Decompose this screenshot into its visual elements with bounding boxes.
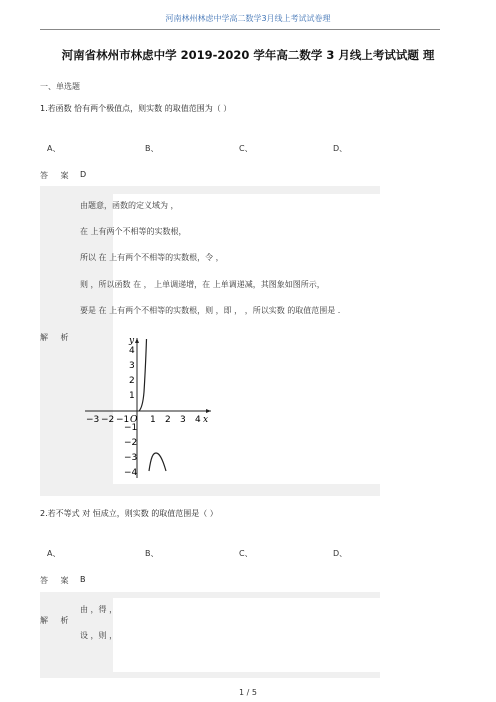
y-tick: −2: [124, 438, 138, 448]
page-title: 河南省林州市林虑中学 2019-2020 学年高二数学 3 月线上考试试题 理: [61, 48, 435, 62]
y-tick: 4: [129, 346, 135, 356]
x-tick: −2: [101, 415, 115, 425]
y-tick: 1: [129, 391, 135, 401]
option-c: C、: [239, 549, 253, 558]
answer-value: D: [80, 170, 87, 179]
option-c: C、: [239, 144, 253, 153]
x-tick: 3: [180, 415, 186, 425]
question-1-options: [47, 143, 447, 155]
option-d: D、: [333, 549, 348, 558]
option-b: B、: [145, 549, 159, 558]
curve-upper: [139, 339, 147, 411]
y-tick: −4: [124, 468, 138, 478]
x-tick: 1: [150, 415, 156, 425]
x-axis-arrow: [206, 409, 211, 413]
curve-lower: [149, 453, 166, 471]
y-tick: 3: [129, 361, 135, 371]
y-tick: 2: [129, 376, 135, 386]
answer-label: 答 案: [40, 171, 74, 180]
function-graph: [85, 334, 220, 479]
page-number: 1 / 5: [239, 688, 257, 697]
option-a: A、: [47, 549, 61, 558]
origin-label: O: [130, 415, 138, 425]
option-a: A、: [47, 144, 61, 153]
analysis-label: 解 析: [40, 333, 74, 342]
option-b: B、: [145, 144, 159, 153]
analysis-line: 在 上有两个不相等的实数根，: [80, 227, 187, 236]
analysis-line: 所以 在 上有两个不相等的实数根，令 ，: [80, 253, 224, 262]
x-tick: −3: [86, 415, 100, 425]
question-2-options: [47, 548, 447, 560]
analysis-line: 由 ，得 ，: [80, 605, 118, 614]
header-divider: [40, 29, 440, 30]
x-tick: 2: [165, 415, 171, 425]
header-link[interactable]: 河南林州林虑中学高二数学3月线上考试试卷理: [165, 14, 331, 23]
answer-value: B: [80, 575, 86, 584]
y-tick: −3: [124, 453, 138, 463]
analysis-line: 设 ，则 ，: [80, 631, 118, 640]
analysis-line: 要是 在 上有两个不相等的实数根，则 ，即 ， ，所以实数 的取值范围是 .: [80, 306, 341, 315]
question-2-stem: 2.若不等式 对 恒成立，则实数 的取值范围是（ ）: [40, 509, 218, 518]
y-tick: −1: [124, 423, 138, 433]
x-tick: −1: [116, 415, 130, 425]
analysis-line: 则 ，所以函数 在 ， 上单调递增，在 上单调递减，其图象如图所示，: [80, 280, 325, 289]
option-d: D、: [333, 144, 348, 153]
x-tick: 4: [195, 415, 201, 425]
analysis-label: 解 析: [40, 616, 74, 625]
y-axis-label: y: [129, 336, 135, 346]
answer-label: 答 案: [40, 576, 74, 585]
analysis-line: 由题意，函数的定义域为 ，: [80, 201, 179, 210]
y-axis-arrow: [135, 338, 139, 343]
x-axis-label: x: [203, 415, 209, 425]
question-1-stem: 1.若函数 恰有两个极值点，则实数 的取值范围为（ ）: [40, 104, 232, 113]
section-heading: 一、单选题: [40, 82, 80, 91]
